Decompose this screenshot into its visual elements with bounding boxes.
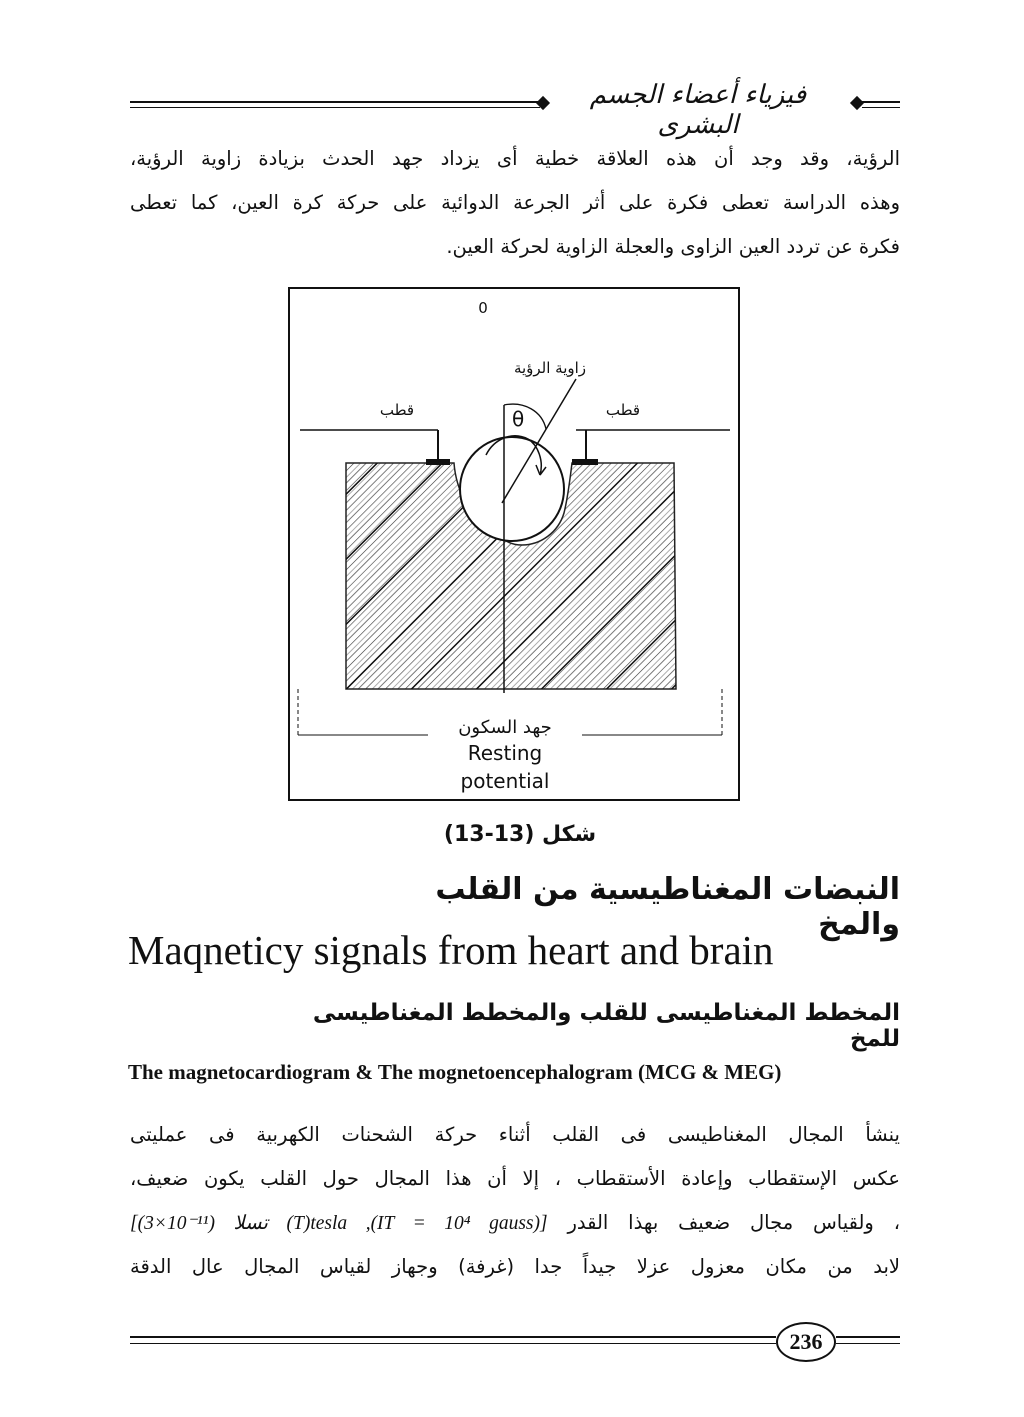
body-line-3 — [130, 1202, 900, 1245]
figure-angle-label: زاوية الرؤية — [513, 359, 587, 377]
intro-line-2: وهذه الدراسة تعطى فكرة على أثر الجرعة الدوائية على حركة كرة العين، كما تعطى — [130, 191, 900, 214]
intro-line-1: الرؤية، وقد وجد أن هذه العلاقة خطية أى يزداد جهد الحدث بزيادة زاوية الرؤية، — [130, 147, 900, 170]
figure-pole-right: قطب — [605, 401, 641, 419]
figure-pole-left: قطب — [379, 401, 415, 419]
figure-resting-en-2: potential — [460, 769, 550, 793]
header-rule-right — [862, 101, 900, 103]
left-electrode — [426, 459, 450, 465]
section-heading-ar: النبضات المغناطيسية من القلب والمخ — [435, 872, 900, 942]
eyeball — [460, 437, 564, 541]
subheading-ar: المخطط المغناطيسى للقلب والمخطط المغناطيسى للمخ — [312, 1000, 900, 1052]
subheading-en: The magnetocardiogram & The mognetoencephalogram (MCG & MEG) — [128, 1060, 782, 1084]
footer-rule-right — [836, 1336, 900, 1338]
body-line-4: لابد من مكان معزول عزلا جيداً جدا (غرفة) وجهاز لقياس المجال عال الدقة — [130, 1255, 900, 1278]
figure-resting-en-1: Resting — [467, 741, 543, 765]
body-line-3-formula: [(3×10⁻¹¹) تسلا (T)tesla ,(IT = 10⁴ gauss)] — [130, 1213, 548, 1234]
page-number: 236 — [776, 1322, 836, 1362]
running-header-title: فيزياء أعضاء الجسم البشرى — [589, 80, 807, 140]
body-line-1: ينشأ المجال المغناطيسى فى القلب أثناء حركة الشحنات الكهربية فى عمليتى — [130, 1123, 900, 1146]
body-line-2: عكس الإستقطاب وإعادة الأستقطاب ، إلا أن هذا المجال حول القلب يكون ضعيف، — [130, 1167, 900, 1190]
header-rule-left — [130, 101, 540, 103]
body-line-3-text: ، ولقياس مجال ضعيف بهذا القدر — [567, 1211, 900, 1234]
right-electrode — [572, 459, 598, 465]
figure-caption: شكل (13-13) — [443, 822, 597, 847]
intro-line-3: فكرة عن تردد العين الزاوى والعجلة الزاوية لحركة العين. — [446, 235, 900, 258]
figure-theta: θ — [512, 407, 525, 431]
header-rule-right-thin — [862, 107, 900, 108]
figure-eye-resting-potential — [288, 287, 740, 801]
angle-arc — [504, 404, 546, 429]
footer-rule-right-thin — [836, 1343, 900, 1344]
footer-rule-left — [130, 1336, 776, 1338]
header-rule-left-thin — [130, 107, 540, 108]
footer-rule-left-thin — [130, 1343, 776, 1344]
figure-top-label: 0 — [478, 299, 488, 317]
figure-resting-ar: جهد السكون — [458, 717, 552, 738]
section-heading-en: Maqneticy signals from heart and brain — [128, 927, 774, 973]
